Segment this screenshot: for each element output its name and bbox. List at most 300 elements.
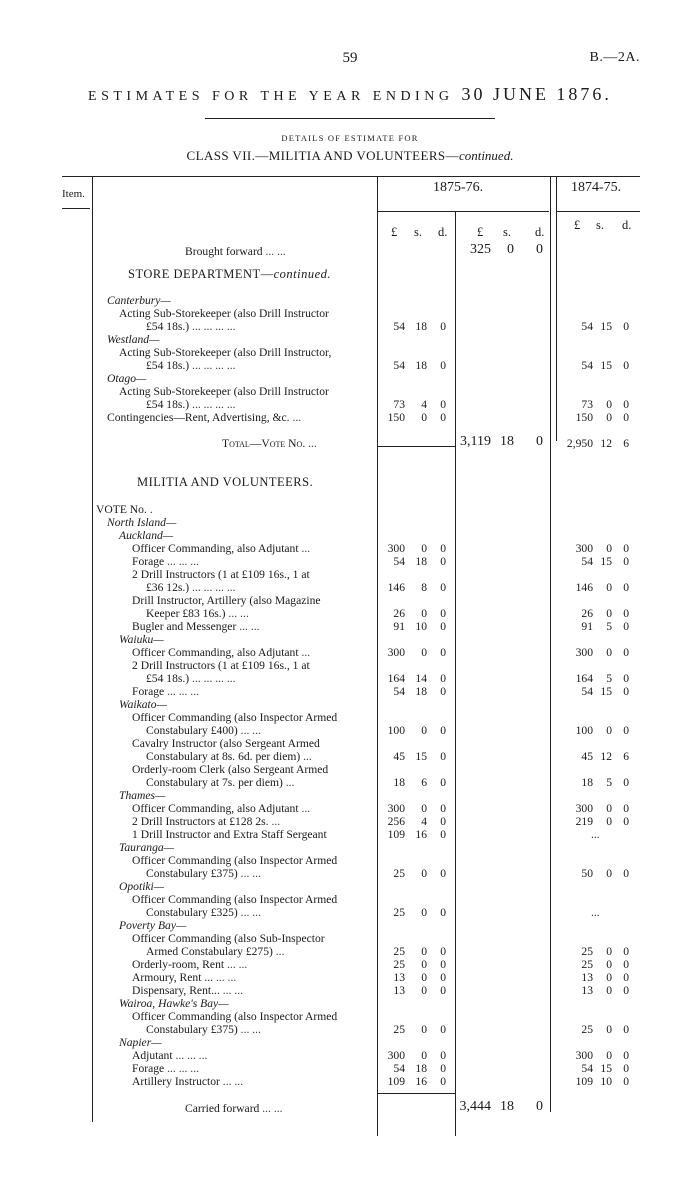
row-label [132,685,199,698]
leader-dots: ... ... ... ... [189,398,236,411]
shillings-value: 16 [415,1075,427,1088]
shillings-value: 0 [421,724,427,737]
leader-dots: ... [298,802,311,815]
row-label-text: Orderly-room, Rent [132,958,225,971]
pence-value: 0 [440,685,446,698]
pence-value: 0 [440,607,446,620]
row-label-text: £54 18s.) [146,359,190,372]
pounds-value: 300 [575,646,593,659]
pence-value: 0 [623,802,629,815]
row-label [132,815,280,828]
leader-dots: ... ... ... [164,1062,199,1075]
row-label-continued: continued. [273,267,332,281]
pounds-value: 54 [581,359,593,372]
pounds-value: 13 [581,971,593,984]
pounds-value: 91 [581,620,593,633]
leader-dots: ... ... [259,1102,283,1115]
row-label [146,359,236,372]
row-label [132,854,337,867]
pounds-value: 164 [387,672,405,685]
shillings-value: 15 [600,685,612,698]
shillings-value: 0 [606,542,612,555]
pounds-value: 325 [470,242,491,257]
shillings-value: 0 [421,1023,427,1036]
leader-dots: ... ... ... ... [189,581,236,594]
pence-value: 0 [623,542,629,555]
row-label [146,672,236,685]
pounds-value: 54 [581,685,593,698]
leader-dots: ... [300,750,312,763]
row-label-text: North Island— [107,516,177,529]
shillings-value: 0 [421,945,427,958]
shillings-value: 18 [415,1062,427,1075]
row-label-text: 2 Drill Instructors (1 at £109 16s., 1 at [132,659,310,672]
row-label-text: STORE DEPARTMENT— [128,267,274,281]
pounds-value: 25 [393,867,405,880]
row-label-text: 2 Drill Instructors (1 at £109 16s., 1 at [132,568,310,581]
pounds-value: 18 [581,776,593,789]
pounds-value: 25 [393,945,405,958]
heading-date: 30 JUNE 1876. [461,84,612,104]
pence-value: 0 [623,646,629,659]
row-label-text: Constabulary £375) [146,867,238,880]
shillings-value: 0 [606,581,612,594]
shillings-value: 0 [606,646,612,659]
leader-dots: ... ... [237,906,261,919]
row-label-text: £54 18s.) [146,672,190,685]
leader-dots: ... ... [219,984,243,997]
shillings-value: 15 [415,750,427,763]
pounds-value: 25 [393,958,405,971]
row-label [146,776,294,789]
row-label [132,737,320,750]
pounds-value: 54 [581,1062,593,1075]
shillings-value: 0 [421,867,427,880]
shillings-value: 8 [421,581,427,594]
row-label [132,893,337,906]
pence-value: 0 [623,685,629,698]
pounds-value: 25 [581,1023,593,1036]
row-label [146,724,261,737]
row-label-text: £36 12s.) [146,581,190,594]
row-label [128,268,331,281]
leader-dots: ... ... ... [164,555,199,568]
pence-value: 0 [623,971,629,984]
shillings-value: 0 [507,242,514,257]
shillings-value: 0 [606,945,612,958]
shillings-value: 0 [606,971,612,984]
pounds-value: 146 [387,581,405,594]
row-label-text: Officer Commanding (also Inspector Armed [132,854,338,867]
row-label [132,984,243,997]
row-label-text: Bugler and Messenger [132,620,237,633]
pounds-value: 3,444 [459,1099,491,1114]
row-label-text: Armed Constabulary £275) [146,945,273,958]
shillings-value: 18 [415,320,427,333]
row-label-text: Napier— [119,1036,162,1049]
unit-shilling: s. [596,218,604,232]
pence-value: 0 [623,1075,629,1088]
row-label-text: Canterbury— [107,294,171,307]
row-label-text: Officer Commanding (also Inspector Armed [132,711,338,724]
pounds-value: 300 [575,802,593,815]
pounds-value: 45 [393,750,405,763]
pounds-value: 54 [393,555,405,568]
row-label [119,789,165,802]
shillings-value: 6 [421,776,427,789]
row-label [132,1049,207,1062]
row-label-text: Constabulary at 7s. per diem) [146,776,283,789]
row-label-text: Waikato— [119,698,167,711]
shillings-value: 0 [606,867,612,880]
row-label [132,1062,199,1075]
pence-value: 6 [623,750,629,763]
row-label [146,607,249,620]
leader-dots: ... ... [219,1075,244,1088]
row-label-text: MILITIA AND VOLUNTEERS. [137,475,314,489]
row-label-text: Armoury, Rent ... [132,971,214,984]
row-label [146,320,236,333]
pounds-value: 91 [393,620,405,633]
pounds-value: 54 [581,320,593,333]
row-label [107,333,159,346]
pence-value: 0 [440,320,446,333]
leader-dots: ... ... ... [164,685,199,698]
row-label-text: Forage [132,1062,165,1075]
unit-pence: d. [438,225,448,239]
row-label-text: Officer Commanding, also Adjutant [132,542,299,555]
pounds-value: 300 [387,646,405,659]
unit-shilling: s. [414,225,422,239]
row-label-text: Total—Vote No. [222,437,306,450]
pence-value: 0 [623,724,629,737]
pence-value: 0 [440,815,446,828]
pence-value: 0 [440,958,446,971]
shillings-value: 12 [600,750,612,763]
pence-value: 0 [623,672,629,685]
row-label [132,828,327,841]
pounds-value: 50 [581,867,593,880]
row-label [132,542,310,555]
class-title-text: CLASS VII.—MILITIA AND VOLUNTEERS— [186,148,459,163]
row-label-text: Tauranga— [119,841,174,854]
pence-value: 0 [623,1062,629,1075]
pence-value: 0 [440,776,446,789]
shillings-value: 4 [421,815,427,828]
shillings-value: 0 [421,971,427,984]
pence-value: 0 [623,411,629,424]
row-label-text: Westland— [107,333,160,346]
row-label-text: VOTE No. . [96,503,153,516]
pounds-value: 300 [387,1049,405,1062]
unit-shilling: s. [503,225,511,239]
leader-dots: ... [289,411,302,424]
row-label-text: Keeper £83 16s.) [146,607,226,620]
pounds-value: 25 [393,1023,405,1036]
row-label [107,411,301,424]
unit-pound: £ [477,225,484,239]
row-label-text: Constabulary £375) [146,1023,238,1036]
row-label [146,750,312,763]
pounds-value: 54 [581,555,593,568]
row-label-text: Contingencies—Rent, Advertising, &c. [107,411,290,424]
pounds-value: 109 [575,1075,593,1088]
pence-value: 0 [440,1062,446,1075]
pounds-value: 3,119 [460,434,491,449]
row-label [132,958,247,971]
year-current-header: 1875-76. [433,180,484,195]
row-label [185,1102,283,1115]
row-label [132,971,236,984]
row-label [119,346,331,359]
shillings-value: 0 [421,1049,427,1062]
row-label-text: Wairoa, Hawke's Bay— [119,997,229,1010]
pence-value: 0 [623,320,629,333]
pounds-value: 146 [575,581,593,594]
pence-value: 0 [623,581,629,594]
row-label-text: Drill Instructor, Artillery (also Magazine [132,594,321,607]
shillings-value: 10 [415,620,427,633]
pence-value: 0 [440,411,446,424]
pence-value: 0 [440,984,446,997]
leader-dots: ... ... [237,724,261,737]
heading-prefix: ESTIMATES FOR THE YEAR ENDING [88,89,454,104]
shillings-value: 0 [606,802,612,815]
row-label [119,997,229,1010]
row-label-text: Carried forward [185,1102,260,1115]
pence-value: 0 [623,359,629,372]
row-label-text: Officer Commanding (also Sub-Inspector [132,932,325,945]
shillings-value: 18 [500,434,514,449]
shillings-value: 12 [600,437,612,450]
row-label [119,1036,162,1049]
shillings-value: 0 [606,984,612,997]
pence-value: 0 [440,867,446,880]
shillings-value: 15 [600,1062,612,1075]
pence-value: 0 [623,1023,629,1036]
leader-dots: ... [305,437,317,450]
shillings-value: 18 [500,1099,514,1114]
shillings-value: 15 [600,359,612,372]
shillings-value: 0 [606,958,612,971]
pence-value: 0 [536,1099,543,1114]
row-label-text: Acting Sub-Storekeeper (also Drill Instructor, [119,346,332,359]
shillings-value: 18 [415,555,427,568]
row-label [137,476,313,489]
pounds-value: 73 [393,398,405,411]
row-label [107,516,176,529]
pence-value: 0 [440,555,446,568]
pence-value: 0 [440,724,446,737]
pence-value: 0 [623,620,629,633]
pence-value: 0 [623,1049,629,1062]
row-label-text: Forage [132,555,165,568]
row-label [107,372,146,385]
pounds-value: 25 [581,958,593,971]
row-label [146,945,284,958]
row-label-text: Poverty Bay— [119,919,187,932]
shillings-value: 0 [606,411,612,424]
year-previous-header: 1874-75. [571,180,622,195]
shillings-value: 0 [421,958,427,971]
pence-value: 0 [440,1049,446,1062]
shillings-value: 0 [421,411,427,424]
pence-value: 0 [440,1075,446,1088]
shillings-value: 15 [600,320,612,333]
shillings-value: 10 [600,1075,612,1088]
row-label-text: Forage [132,685,165,698]
row-label [132,711,337,724]
pence-value: 0 [440,945,446,958]
shillings-value: 0 [421,646,427,659]
row-label [96,503,153,516]
pence-value: 0 [623,815,629,828]
pence-value: 0 [440,542,446,555]
pence-value: 0 [440,359,446,372]
shillings-value: 0 [421,802,427,815]
row-label [132,620,260,633]
row-label-text: Officer Commanding (also Inspector Armed [132,893,338,906]
pounds-value: 54 [393,685,405,698]
pounds-value: 219 [575,815,593,828]
row-label-text: 2 Drill Instructors at £128 2s. [132,815,269,828]
pence-value: 0 [623,555,629,568]
shillings-value: 0 [606,1023,612,1036]
pounds-value: 45 [581,750,593,763]
pounds-value: 2,950 [566,437,593,450]
pounds-value: 54 [393,320,405,333]
shillings-value: 0 [421,984,427,997]
pence-value: 0 [440,620,446,633]
row-label-text: Constabulary £400) [146,724,238,737]
row-label-text: Acting Sub-Storekeeper (also Drill Instructor [119,307,329,320]
pence-value: 0 [536,242,543,257]
pence-value: 0 [440,1023,446,1036]
row-label [119,919,186,932]
row-label-text: Orderly-room Clerk (also Sergeant Armed [132,763,329,776]
row-label-text: £54 18s.) [146,398,190,411]
pence-value: 0 [623,984,629,997]
pounds-value: 13 [393,971,405,984]
shillings-value: 14 [415,672,427,685]
shillings-value: 0 [606,1049,612,1062]
leader-dots: ... ... [213,971,237,984]
row-label [119,529,173,542]
pounds-value: 25 [393,906,405,919]
row-label-text: Brought forward [185,245,263,258]
row-label [119,307,329,320]
pence-value: 0 [623,945,629,958]
pounds-value: 18 [393,776,405,789]
row-label [132,802,310,815]
row-label-text: Opotiki— [119,880,165,893]
leader-dots: ... ... [237,867,261,880]
pence-value: 0 [623,776,629,789]
item-column-header: Item. [62,188,85,200]
pounds-value: 73 [581,398,593,411]
pence-value: 0 [623,958,629,971]
row-label-text: Thames— [119,789,166,802]
leader-dots: ... ... [262,245,286,258]
row-label [146,1023,261,1036]
document-reference: B.—2A. [589,50,640,65]
row-label-text: Dispensary, Rent... [132,984,220,997]
unit-pence: d. [535,225,545,239]
row-label-text: Constabulary £325) [146,906,238,919]
leader-dots: ... ... ... ... [189,672,236,685]
pounds-value: 150 [575,411,593,424]
pence-value: 0 [440,750,446,763]
unit-pence: d. [622,218,632,232]
row-label [132,932,325,945]
pence-value: 0 [440,646,446,659]
row-label-text: £54 18s.) [146,320,190,333]
row-label [132,1010,337,1023]
row-label [132,763,328,776]
row-label-text: Constabulary at 8s. 6d. per diem) [146,750,301,763]
row-label-text: Waiuku— [119,633,164,646]
row-label-text: Auckland— [119,529,174,542]
pounds-value: 109 [387,828,405,841]
pounds-value: 26 [393,607,405,620]
row-label [107,294,171,307]
shillings-value: 0 [606,724,612,737]
row-label [146,581,236,594]
pounds-value: 25 [581,945,593,958]
row-label-text: Officer Commanding (also Inspector Armed [132,1010,338,1023]
shillings-value: 15 [600,555,612,568]
pounds-value: 54 [393,1062,405,1075]
row-label [132,1075,243,1088]
leader-dots: ... ... [237,1023,261,1036]
shillings-value: 18 [415,359,427,372]
pence-value: 0 [623,607,629,620]
row-label [119,633,164,646]
pounds-value: 26 [581,607,593,620]
row-label [119,698,167,711]
shillings-value: 0 [606,398,612,411]
leader-dots: ... ... [236,620,260,633]
pence-value: 0 [440,971,446,984]
leader-dots: ... [268,815,281,828]
pounds-value: 300 [387,802,405,815]
row-label [119,841,174,854]
amount-c3-nil: ... [591,906,600,919]
row-label [119,385,329,398]
pounds-value: 150 [387,411,405,424]
shillings-value: 5 [606,672,612,685]
pence-value: 0 [440,802,446,815]
row-label [185,245,286,258]
leader-dots: ... ... [224,958,248,971]
leader-dots: ... ... ... ... [189,359,236,372]
pounds-value: 300 [387,542,405,555]
shillings-value: 0 [421,607,427,620]
row-label [119,880,164,893]
row-label-text: Otago— [107,372,147,385]
pence-value: 0 [536,434,543,449]
leader-dots: ... [282,776,295,789]
pounds-value: 13 [581,984,593,997]
pence-value: 0 [623,867,629,880]
shillings-value: 5 [606,620,612,633]
row-label [132,568,310,581]
unit-pound: £ [574,218,581,232]
shillings-value: 0 [421,906,427,919]
pounds-value: 300 [575,1049,593,1062]
pence-value: 0 [440,906,446,919]
row-label [146,867,261,880]
